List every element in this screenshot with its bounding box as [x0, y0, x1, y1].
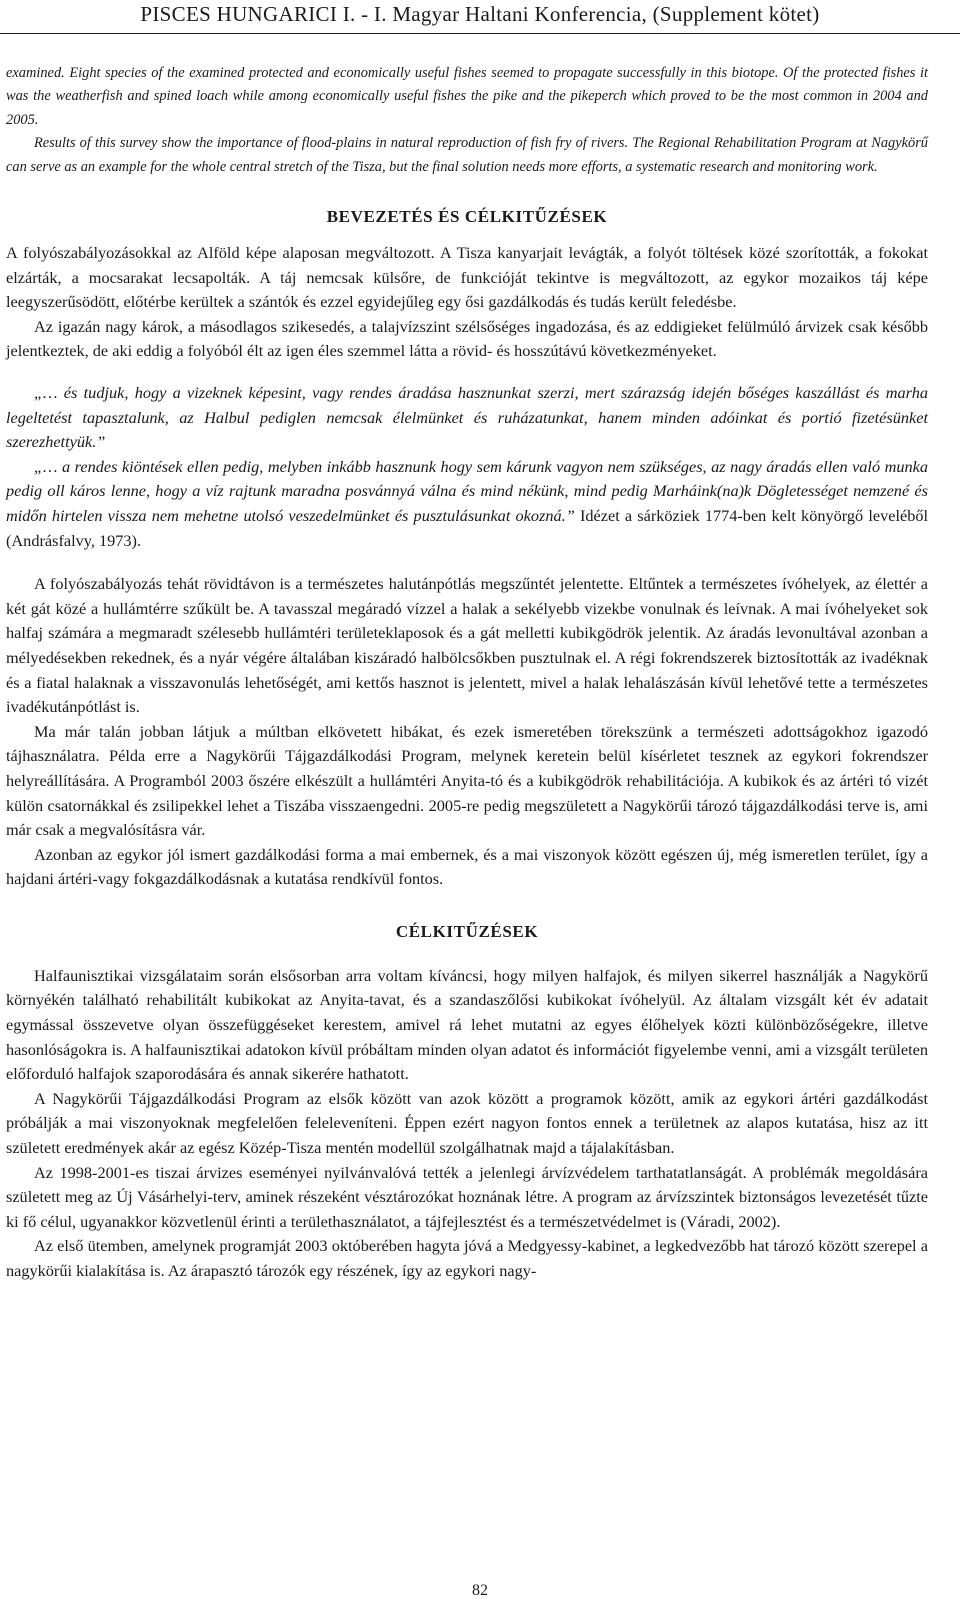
abstract [6, 62, 928, 179]
body-paragraph: Azonban az egykor jól ismert gazdálkodási forma a mai embernek, és a mai viszonyok között egészen új, még ismeretlen terület, így a hajdani ártéri-vagy fokgazdálkodásnak a kutatása rendkívül fontos. [6, 844, 928, 889]
historical-quote-2-text: „… a rendes kiöntések ellen pedig, melyben inkább hasznunk hogy sem kárunk vagyon nem szükséges, az nagy áradás ellen való munka pedig oll káros lenne, hogy a víz rajtunk maradna posvánnyá válna és mind nékünk, mind pedig Marháink(na)k Dögletességet nemzené és midőn hirtelen vissza nem mehetne utolsó veszedelmünket és pusztulásunkat okozná.” [6, 456, 928, 525]
body-paragraph: Halfaunisztikai vizsgálataim során elsősorban arra voltam kíváncsi, hogy milyen halfajok, és milyen sikerrel használják a Nagykörű környékén található rehabilitált kubikokat az Anyita-tavat, és a szandaszőlősi kubikokat ívóhelyül. Az általam vizsgált két év adatait egymással összevetve olyan összefüggéseket kerestem, amivel rá lehet mutatni az egyes élőhelyek közti különbözőségekre, illetve hasonlóságokra is. A halfaunisztikai adatokon kívül próbáltam minden olyan adatot és információt figyelembe venni, ami a vizsgált területen előforduló halfajok szaporodására és annak sikerére hathatott. [6, 965, 928, 1084]
section-introduction-body [6, 241, 928, 892]
abstract-paragraph-1: examined. Eight species of the examined protected and economically useful fishes seemed to propagate successfully in this biotope. Of the protected fishes it was the weatherfish and spined loach while among economically useful fishes the pike and the pikeperch which proved to be the most common in 2004 and 2005. [6, 65, 928, 128]
body-paragraph: Ma már talán jobban látjuk a múltban elkövetett hibákat, és ezek ismeretében törekszünk a természeti adottságokhoz igazodó tájhasználatra. Példa erre a Nagykörűi Tájgazdálkodási Program, melynek keretein belül kísérletet tesznek az egykori fokrendszer helyreállítására. A Programból 2003 őszére elkészült a hullámtéri Anyita-tó és a kubikgödrök rehabilitációja. A kubikok és az ártéri tó vizét külön csatornákkal és zsilipekkel lehet a Tiszába visszaengedni. 2005-re pedig megszületett a Nagykörűi tározó tájgazdálkodási terve is, ami már csak a megvalósításra vár. [6, 721, 928, 840]
running-header [0, 0, 960, 36]
body-paragraph: A folyószabályozásokkal az Alföld képe alaposan megváltozott. A Tisza kanyarjait levágták, a folyót töltések közé szorították, a fokokat elzárták, a mocsarakat lecsapolták. A táj nemcsak külsőre, de funkcióját tekintve is megváltozott, az egykor mozaikos táj képe leegyszerűsödött, előtérbe kerültek a szántók és ezzel egyidejűleg egy ősi gazdálkodás és tudás került feledésbe. [6, 243, 928, 312]
body-paragraph: A folyószabályozás tehát rövidtávon is a természetes halutánpótlás megszűntét jelentette. Eltűntek a természetes ívóhelyek, az élettér a két gát közé a hullámtérre szűkült be. A tavasszal megáradó vízzel a halak a sekélyebb vizekbe vonulnak és leívnak. A mai ívóhelyeket sok halfaj számára a megmaradt szélesebb hullámtéri területeklaposok és a gát melletti kubikgödrök jelentik. Az áradás levonultával azonban a mélyedésekben rekednek, és a nyár végére általában kiszáradó halbölcsőkben pusztulnak el. A régi fokrendszerek biztosították az ivadéknak és a fiatal halaknak a visszavonulás lehetőségét, ami kettős hasznot is jelentett, mivel a halak lehalászásán kívül lehetővé tette a természetes ivadékutánpótlást is. [6, 574, 928, 717]
page-number: 82 [472, 1582, 488, 1599]
body-paragraph: Az igazán nagy károk, a másodlagos szikesedés, a talajvízszint szélsőséges ingadozása, és az eddigieket felülmúló árvizek csak később jelentkeztek, de aki eddig a folyóból élt az igen éles szemmel látta a rövid- és hosszútávú következményeket. [6, 316, 928, 361]
abstract-paragraph-2: Results of this survey show the importance of flood-plains in natural reproduction of fish fry of rivers. The Regional Rehabilitation Program at Nagykörű can serve as an example for the whole central stretch of the Tisza, but the final solution needs more efforts, a systematic research and monitoring work. [6, 135, 928, 175]
running-title: PISCES HUNGARICI I. - I. Magyar Haltani Konferencia, (Supplement kötet) [140, 2, 820, 26]
historical-quote-2 [6, 455, 928, 553]
historical-quote-1: „… és tudjuk, hogy a vizeknek képesint, vagy rendes áradása hasznunkat szerzi, mert szárazság idején bőséges kaszállást és marha legeltetést tapasztalunk, az Halbul pediglen nemcsak élelmünket és ruházatunkat, hanem minden adóinkat és portió fizetésünket szerezhettyük.” [6, 383, 928, 452]
body-paragraph: Az első ütemben, amelynek programját 2003 októberében hagyta jóvá a Medgyessy-kabinet, a legkedvezőbb hat tározó között szerepel a nagykörűi kialakítása is. Az árapasztó tározók egy részének, így az egykori nagy- [6, 1236, 928, 1280]
section-objectives-body [6, 964, 928, 1284]
header-divider [0, 33, 960, 34]
section-heading-objectives: CÉLKITŰZÉSEK [395, 921, 539, 941]
historical-quote-2-source: Idézet a sárköziek 1774-ben kelt könyörgő leveléből (Andrásfalvy, 1973). [6, 505, 929, 550]
body-paragraph: A Nagykörűi Tájgazdálkodási Program az elsők között van azok között a programok között, amik az egykori ártéri gazdálkodást próbálják a mai viszonyoknak megfelelően feleleveníteni. Éppen ezért nagyon fontos ennek a területnek az alapos kutatása, hisz az itt született eredmények akár az egész Közép-Tisza mentén modellül szolgálhatnak majd a tájalakításban. [6, 1088, 928, 1158]
page-content [6, 62, 928, 1284]
page-footer [0, 1582, 960, 1600]
section-heading-introduction: BEVEZETÉS ÉS CÉLKITŰZÉSEK [326, 207, 608, 227]
body-paragraph: Az 1998-2001-es tiszai árvizes eseményei nyilvánvalóvá tették a jelenlegi árvízvédelem tarthatatlanságát. A problémák megoldására született meg az Új Vásárhelyi-terv, aminek részeként vésztározókat hoznának létre. A program az árvízszintek biztonságos levezetését tűzte ki fő célul, ugyanakkor közvetlenül érinti a területhasználatot, a tájfejlesztést és a természetvédelmet is (Váradi, 2002). [6, 1162, 928, 1231]
